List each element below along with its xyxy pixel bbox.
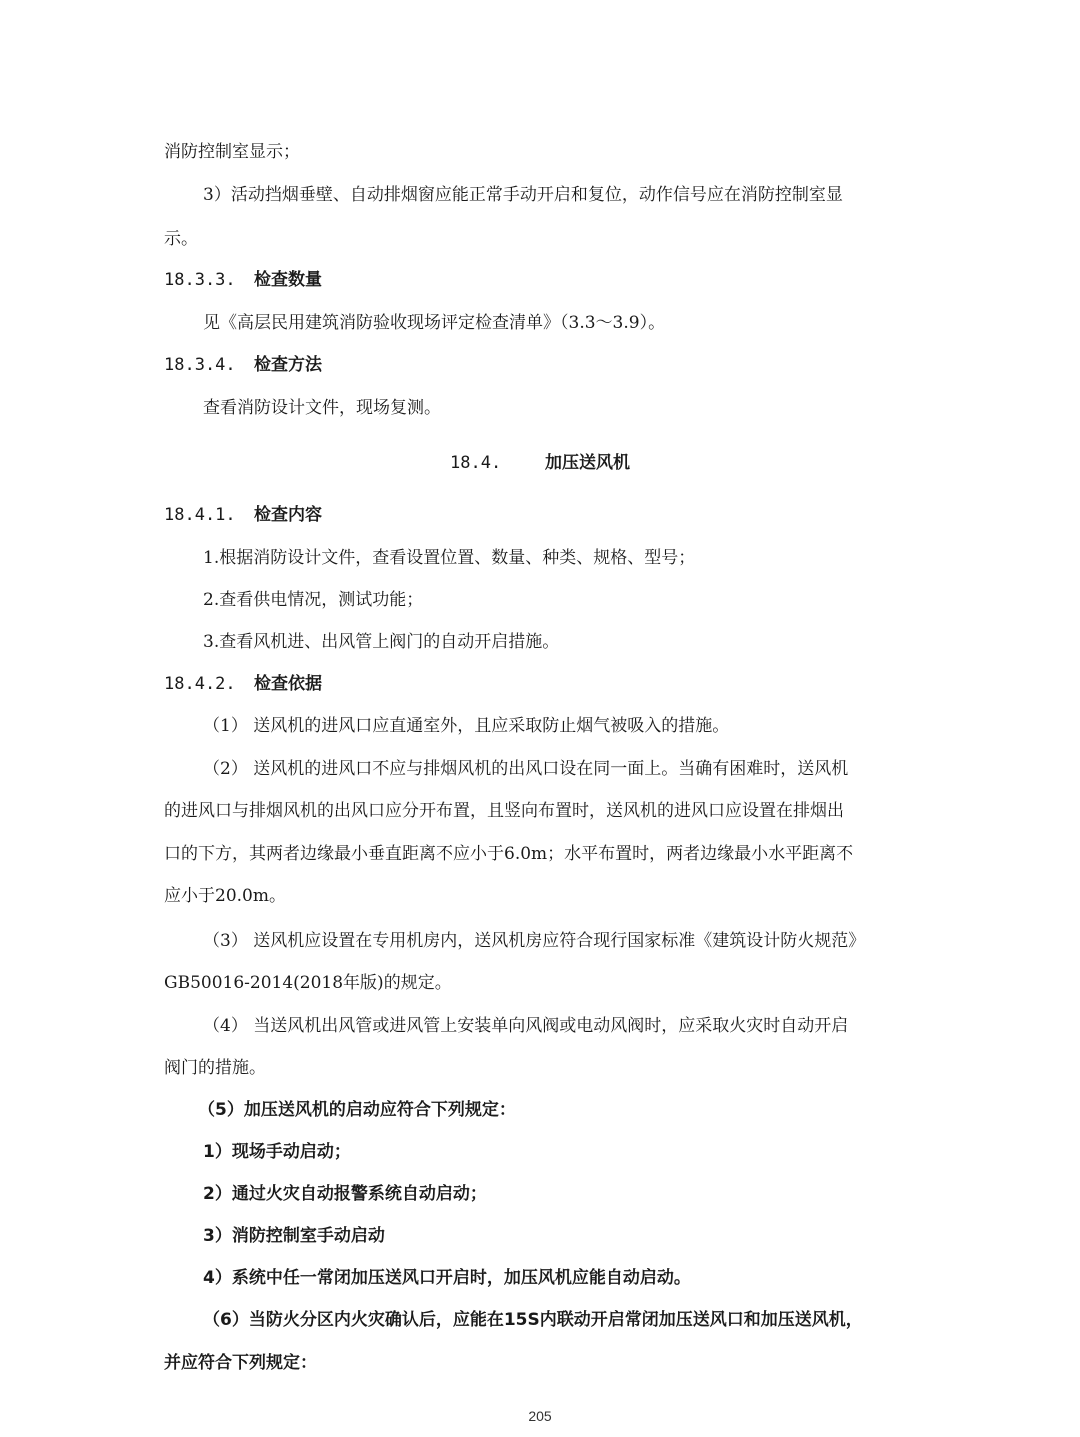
section-number: 18.4.1. xyxy=(164,505,236,525)
text-line: （4） 当送风机出风管或进风管上安装单向风阀或电动风阀时，应采取火灾时自动开启 xyxy=(203,1016,849,1036)
text-line: 4）系统中任一常闭加压送风口开启时，加压风机应能自动启动。 xyxy=(203,1268,691,1288)
text-line: 见《高层民用建筑消防验收现场评定检查清单》（3.3～3.9）。 xyxy=(203,313,666,333)
text-line: 口的下方，其两者边缘最小垂直距离不应小于6.0m；水平布置时，两者边缘最小水平距离不 xyxy=(164,844,854,864)
section-number: 18.3.4. xyxy=(164,355,236,375)
text-line: 并应符合下列规定： xyxy=(164,1353,317,1373)
text-line: GB50016-2014(2018年版)的规定。 xyxy=(164,973,452,993)
text-line: 的进风口与排烟风机的出风口应分开布置，且竖向布置时，送风机的进风口应设置在排烟出 xyxy=(164,801,844,821)
section-title: 检查内容 xyxy=(254,505,322,525)
text-line: （5）加压送风机的启动应符合下列规定： xyxy=(198,1100,516,1120)
section-title: 检查方法 xyxy=(254,355,322,375)
text-line: （1） 送风机的进风口应直通室外，且应采取防止烟气被吸入的措施。 xyxy=(203,716,730,736)
section-title: 检查依据 xyxy=(254,674,322,694)
section-heading-18-4-2 xyxy=(164,672,322,696)
text-line: 示。 xyxy=(164,229,198,249)
text-line: 1）现场手动启动； xyxy=(203,1142,351,1162)
section-number: 18.4. xyxy=(450,453,502,473)
section-heading-18-3-3 xyxy=(164,268,322,292)
section-number: 18.3.3. xyxy=(164,270,236,290)
section-heading-18-4-1 xyxy=(164,503,322,527)
text-line: 3）消防控制室手动启动 xyxy=(203,1226,385,1246)
section-number: 18.4.2. xyxy=(164,674,236,694)
text-line: 1.根据消防设计文件，查看设置位置、数量、种类、规格、型号； xyxy=(203,548,696,568)
text-line: 3）活动挡烟垂壁、自动排烟窗应能正常手动开启和复位，动作信号应在消防控制室显 xyxy=(203,185,843,205)
text-line: （3） 送风机应设置在专用机房内，送风机房应符合现行国家标准《建筑设计防火规范》 xyxy=(203,931,866,951)
text-line: 查看消防设计文件，现场复测。 xyxy=(203,398,441,418)
text-line: （6）当防火分区内火灾确认后，应能在15S内联动开启常闭加压送风口和加压送风机， xyxy=(203,1310,863,1330)
text-line: 2）通过火灾自动报警系统自动启动； xyxy=(203,1184,487,1204)
text-line: （2） 送风机的进风口不应与排烟风机的出风口设在同一面上。当确有困难时，送风机 xyxy=(203,759,849,779)
text-line: 2.查看供电情况，测试功能； xyxy=(203,590,424,610)
text-line: 应小于20.0m。 xyxy=(164,886,286,906)
page-number: 205 xyxy=(528,1408,552,1424)
chapter-heading-18-4 xyxy=(0,451,1080,475)
section-title: 检查数量 xyxy=(254,270,322,290)
text-line: 3.查看风机进、出风管上阀门的自动开启措施。 xyxy=(203,632,560,652)
text-line: 消防控制室显示； xyxy=(164,142,300,162)
section-heading-18-3-4 xyxy=(164,353,322,377)
text-line: 阀门的措施。 xyxy=(164,1058,266,1078)
section-title: 加压送风机 xyxy=(545,453,630,473)
